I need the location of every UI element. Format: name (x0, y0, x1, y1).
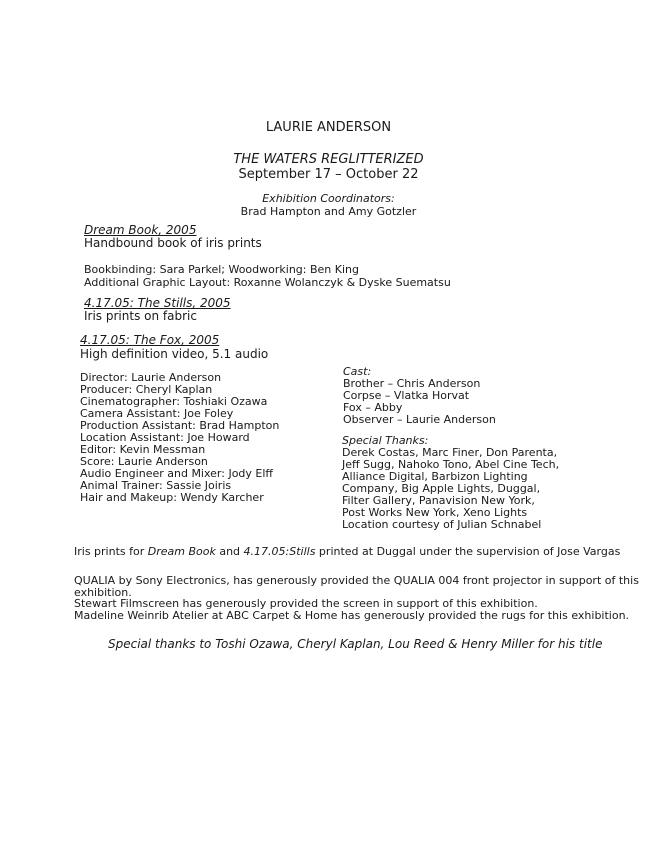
cast-line: Fox – Abby (343, 401, 403, 414)
crew-line: Editor: Kevin Messman (80, 443, 206, 456)
crew-line: Location Assistant: Joe Howard (80, 431, 250, 444)
crew-line: Camera Assistant: Joe Foley (80, 407, 234, 420)
special-thanks-line: Post Works New York, Xeno Lights (342, 506, 528, 519)
crew-line: Hair and Makeup: Wendy Karcher (80, 491, 264, 504)
crew-line: Animal Trainer: Sassie Joiris (80, 479, 232, 492)
note-work-title: 4.17.05:Stills (243, 545, 316, 558)
stewart-note: Stewart Filmscreen has generously provided the screen in support of this exhibition. (74, 597, 538, 610)
special-thanks-line: Alliance Digital, Barbizon Lighting (342, 470, 528, 483)
note-work-title: Dream Book (147, 545, 216, 558)
special-thanks-line: Filter Gallery, Panavision New York, (342, 494, 535, 507)
work-medium-the-stills: Iris prints on fabric (84, 309, 197, 323)
artist-name: LAURIE ANDERSON (265, 120, 392, 135)
work-title-the-fox: 4.17.05: The Fox, 2005 (80, 333, 220, 347)
crew-line: Director: Laurie Anderson (80, 371, 222, 384)
crew-line: Score: Laurie Anderson (80, 455, 208, 468)
work-title-the-stills: 4.17.05: The Stills, 2005 (84, 296, 231, 310)
special-thanks-line: Jeff Sugg, Nahoko Tono, Abel Cine Tech, (342, 458, 560, 471)
coordinators-names: Brad Hampton and Amy Gotzler (240, 205, 417, 218)
special-thanks-line: Derek Costas, Marc Finer, Don Parenta, (342, 446, 558, 459)
credit-line: Additional Graphic Layout: Roxanne Wolanczyk & Dyske Suematsu (84, 276, 451, 289)
cast-block (343, 366, 496, 426)
special-thanks-line: Company, Big Apple Lights, Duggal, (342, 482, 541, 495)
cast-label: Cast: (343, 365, 372, 378)
qualia-note-line: QUALIA by Sony Electronics, has generously provided the QUALIA 004 front projector in support of this (74, 574, 639, 587)
crew-line: Cinematographer: Toshiaki Ozawa (80, 395, 268, 408)
work-medium-dream-book: Handbound book of iris prints (84, 236, 262, 250)
crew-line: Audio Engineer and Mixer: Jody Elff (80, 467, 274, 480)
special-thanks-label: Special Thanks: (342, 434, 429, 447)
work-medium-the-fox: High definition video, 5.1 audio (80, 347, 269, 361)
iris-prints-note: Iris prints for Dream Book and 4.17.05:Stills printed at Duggal under the supervision of Jose Vargas (74, 545, 621, 558)
cast-line: Brother – Chris Anderson (343, 377, 481, 390)
work-title-dream-book: Dream Book, 2005 (84, 223, 197, 237)
coordinators-label: Exhibition Coordinators: (262, 192, 395, 205)
crew-line: Producer: Cheryl Kaplan (80, 383, 213, 396)
footer-thanks: Special thanks to Toshi Ozawa, Cheryl Kaplan, Lou Reed & Henry Miller for his title (108, 637, 603, 651)
qualia-note-line: exhibition. (74, 586, 132, 599)
special-thanks-block (342, 435, 559, 531)
special-thanks-line: Location courtesy of Julian Schnabel (342, 518, 542, 531)
exhibition-dates: September 17 – October 22 (238, 167, 419, 182)
exhibition-title: THE WATERS REGLITTERIZED (233, 152, 424, 167)
cast-line: Corpse – Vlatka Horvat (343, 389, 470, 402)
crew-line: Production Assistant: Brad Hampton (80, 419, 280, 432)
cast-line: Observer – Laurie Anderson (343, 413, 496, 426)
crew-list (80, 372, 279, 504)
weinrib-note: Madeline Weinrib Atelier at ABC Carpet & Home has generously provided the rugs for this exhibition. (74, 609, 630, 622)
credit-line: Bookbinding: Sara Parkel; Woodworking: Ben King (84, 263, 359, 276)
